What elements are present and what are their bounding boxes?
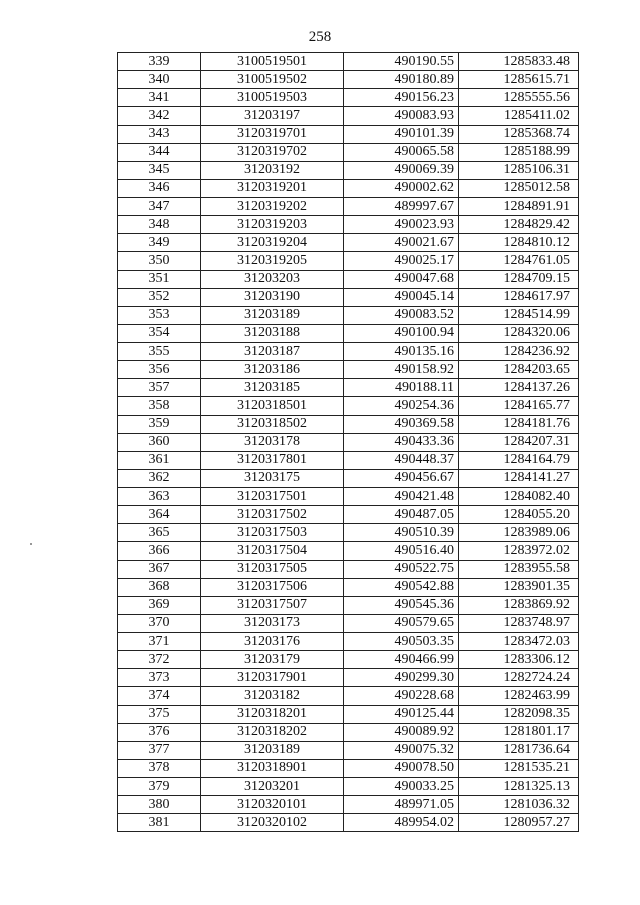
y-coordinate-cell: 1285368.74 (459, 125, 579, 143)
x-coordinate-cell: 490522.75 (344, 560, 459, 578)
point-id-cell: 31203192 (201, 161, 344, 179)
x-coordinate-cell: 490456.67 (344, 469, 459, 487)
table-row (118, 234, 579, 252)
point-index-cell: 347 (118, 198, 201, 216)
y-coordinate-cell: 1284617.97 (459, 288, 579, 306)
point-id-cell: 31203186 (201, 361, 344, 379)
point-index-cell: 349 (118, 234, 201, 252)
table-row (118, 107, 579, 125)
x-coordinate-cell: 490180.89 (344, 71, 459, 89)
point-index-cell: 366 (118, 542, 201, 560)
x-coordinate-cell: 490448.37 (344, 451, 459, 469)
table-row (118, 89, 579, 107)
point-index-cell: 344 (118, 143, 201, 161)
x-coordinate-cell: 490503.35 (344, 633, 459, 651)
y-coordinate-cell: 1284164.79 (459, 451, 579, 469)
x-coordinate-cell: 490021.67 (344, 234, 459, 252)
y-coordinate-cell: 1284320.06 (459, 324, 579, 342)
y-coordinate-cell: 1283748.97 (459, 614, 579, 632)
point-id-cell: 31203175 (201, 469, 344, 487)
x-coordinate-cell: 490023.93 (344, 216, 459, 234)
x-coordinate-cell: 490542.88 (344, 578, 459, 596)
y-coordinate-cell: 1285106.31 (459, 161, 579, 179)
y-coordinate-cell: 1284181.76 (459, 415, 579, 433)
point-index-cell: 354 (118, 324, 201, 342)
table-row (118, 705, 579, 723)
table-row (118, 778, 579, 796)
table-row (118, 53, 579, 71)
point-id-cell: 3120317503 (201, 524, 344, 542)
y-coordinate-cell: 1284137.26 (459, 379, 579, 397)
point-index-cell: 361 (118, 451, 201, 469)
x-coordinate-cell: 490433.36 (344, 433, 459, 451)
point-index-cell: 374 (118, 687, 201, 705)
table-row (118, 270, 579, 288)
y-coordinate-cell: 1283972.02 (459, 542, 579, 560)
point-index-cell: 363 (118, 488, 201, 506)
y-coordinate-cell: 1285188.99 (459, 143, 579, 161)
point-id-cell: 31203189 (201, 306, 344, 324)
y-coordinate-cell: 1284207.31 (459, 433, 579, 451)
x-coordinate-cell: 490510.39 (344, 524, 459, 542)
y-coordinate-cell: 1284165.77 (459, 397, 579, 415)
table-row (118, 759, 579, 777)
y-coordinate-cell: 1285012.58 (459, 179, 579, 197)
y-coordinate-cell: 1283306.12 (459, 651, 579, 669)
point-id-cell: 3120319702 (201, 143, 344, 161)
table-row (118, 796, 579, 814)
point-index-cell: 364 (118, 506, 201, 524)
point-index-cell: 356 (118, 361, 201, 379)
point-id-cell: 3120318202 (201, 723, 344, 741)
x-coordinate-cell: 490190.55 (344, 53, 459, 71)
y-coordinate-cell: 1282098.35 (459, 705, 579, 723)
x-coordinate-cell: 490033.25 (344, 778, 459, 796)
point-index-cell: 360 (118, 433, 201, 451)
x-coordinate-cell: 489971.05 (344, 796, 459, 814)
point-id-cell: 3100519501 (201, 53, 344, 71)
point-id-cell: 3120319701 (201, 125, 344, 143)
x-coordinate-cell: 490158.92 (344, 361, 459, 379)
point-id-cell: 3120318501 (201, 397, 344, 415)
point-id-cell: 3120319201 (201, 179, 344, 197)
table-row (118, 596, 579, 614)
x-coordinate-cell: 490125.44 (344, 705, 459, 723)
point-index-cell: 340 (118, 71, 201, 89)
x-coordinate-cell: 490083.93 (344, 107, 459, 125)
point-id-cell: 3120319204 (201, 234, 344, 252)
point-id-cell: 31203189 (201, 741, 344, 759)
point-index-cell: 355 (118, 343, 201, 361)
y-coordinate-cell: 1284141.27 (459, 469, 579, 487)
point-index-cell: 378 (118, 759, 201, 777)
point-id-cell: 3120318901 (201, 759, 344, 777)
table-row (118, 143, 579, 161)
point-id-cell: 3120317501 (201, 488, 344, 506)
table-row (118, 687, 579, 705)
y-coordinate-cell: 1285411.02 (459, 107, 579, 125)
point-id-cell: 3120319203 (201, 216, 344, 234)
point-index-cell: 358 (118, 397, 201, 415)
table-row (118, 252, 579, 270)
point-id-cell: 31203176 (201, 633, 344, 651)
point-index-cell: 348 (118, 216, 201, 234)
point-index-cell: 343 (118, 125, 201, 143)
point-index-cell: 367 (118, 560, 201, 578)
y-coordinate-cell: 1283869.92 (459, 596, 579, 614)
point-index-cell: 342 (118, 107, 201, 125)
x-coordinate-cell: 490369.58 (344, 415, 459, 433)
y-coordinate-cell: 1281535.21 (459, 759, 579, 777)
table-row (118, 651, 579, 669)
x-coordinate-cell: 490299.30 (344, 669, 459, 687)
point-id-cell: 3120317506 (201, 578, 344, 596)
x-coordinate-cell: 490025.17 (344, 252, 459, 270)
point-index-cell: 357 (118, 379, 201, 397)
table-row (118, 179, 579, 197)
point-index-cell: 359 (118, 415, 201, 433)
x-coordinate-cell: 490078.50 (344, 759, 459, 777)
table-row (118, 397, 579, 415)
point-id-cell: 31203188 (201, 324, 344, 342)
table-row (118, 324, 579, 342)
x-coordinate-cell: 490188.11 (344, 379, 459, 397)
point-id-cell: 3120318201 (201, 705, 344, 723)
y-coordinate-cell: 1284082.40 (459, 488, 579, 506)
point-index-cell: 362 (118, 469, 201, 487)
point-index-cell: 365 (118, 524, 201, 542)
table-row (118, 723, 579, 741)
point-index-cell: 381 (118, 814, 201, 832)
x-coordinate-cell: 490228.68 (344, 687, 459, 705)
point-id-cell: 31203178 (201, 433, 344, 451)
x-coordinate-cell: 490254.36 (344, 397, 459, 415)
table-row (118, 560, 579, 578)
table-row (118, 379, 579, 397)
y-coordinate-cell: 1284891.91 (459, 198, 579, 216)
point-index-cell: 350 (118, 252, 201, 270)
point-id-cell: 3120317901 (201, 669, 344, 687)
y-coordinate-cell: 1283901.35 (459, 578, 579, 596)
table-row (118, 814, 579, 832)
point-id-cell: 31203187 (201, 343, 344, 361)
margin-mark (30, 543, 32, 545)
table-row (118, 488, 579, 506)
table-row (118, 469, 579, 487)
point-id-cell: 3100519503 (201, 89, 344, 107)
point-index-cell: 371 (118, 633, 201, 651)
table-row (118, 433, 579, 451)
x-coordinate-cell: 490579.65 (344, 614, 459, 632)
point-index-cell: 370 (118, 614, 201, 632)
point-id-cell: 3120317801 (201, 451, 344, 469)
point-index-cell: 368 (118, 578, 201, 596)
point-id-cell: 3120320101 (201, 796, 344, 814)
point-index-cell: 369 (118, 596, 201, 614)
table-row (118, 451, 579, 469)
point-id-cell: 3120317507 (201, 596, 344, 614)
point-index-cell: 380 (118, 796, 201, 814)
table-row (118, 614, 579, 632)
x-coordinate-cell: 490421.48 (344, 488, 459, 506)
x-coordinate-cell: 490487.05 (344, 506, 459, 524)
x-coordinate-cell: 490135.16 (344, 343, 459, 361)
table-row (118, 71, 579, 89)
table-row (118, 506, 579, 524)
point-id-cell: 31203185 (201, 379, 344, 397)
point-index-cell: 379 (118, 778, 201, 796)
x-coordinate-cell: 490545.36 (344, 596, 459, 614)
y-coordinate-cell: 1281036.32 (459, 796, 579, 814)
y-coordinate-cell: 1283955.58 (459, 560, 579, 578)
coordinates-table (117, 52, 579, 832)
table-row (118, 669, 579, 687)
table-row (118, 542, 579, 560)
table-row (118, 524, 579, 542)
point-index-cell: 376 (118, 723, 201, 741)
y-coordinate-cell: 1285555.56 (459, 89, 579, 107)
y-coordinate-cell: 1284203.65 (459, 361, 579, 379)
x-coordinate-cell: 490002.62 (344, 179, 459, 197)
point-index-cell: 352 (118, 288, 201, 306)
point-index-cell: 339 (118, 53, 201, 71)
point-id-cell: 3100519502 (201, 71, 344, 89)
x-coordinate-cell: 490047.68 (344, 270, 459, 288)
x-coordinate-cell: 490466.99 (344, 651, 459, 669)
table-row (118, 633, 579, 651)
x-coordinate-cell: 489954.02 (344, 814, 459, 832)
y-coordinate-cell: 1281736.64 (459, 741, 579, 759)
x-coordinate-cell: 490156.23 (344, 89, 459, 107)
point-index-cell: 351 (118, 270, 201, 288)
x-coordinate-cell: 490045.14 (344, 288, 459, 306)
point-index-cell: 375 (118, 705, 201, 723)
point-id-cell: 3120317504 (201, 542, 344, 560)
table-row (118, 216, 579, 234)
table-row (118, 288, 579, 306)
y-coordinate-cell: 1284236.92 (459, 343, 579, 361)
y-coordinate-cell: 1282463.99 (459, 687, 579, 705)
point-index-cell: 377 (118, 741, 201, 759)
y-coordinate-cell: 1284514.99 (459, 306, 579, 324)
table-row (118, 578, 579, 596)
y-coordinate-cell: 1284761.05 (459, 252, 579, 270)
coordinates-table-body (118, 53, 579, 832)
y-coordinate-cell: 1284829.42 (459, 216, 579, 234)
y-coordinate-cell: 1283472.03 (459, 633, 579, 651)
x-coordinate-cell: 490089.92 (344, 723, 459, 741)
point-id-cell: 31203203 (201, 270, 344, 288)
point-id-cell: 31203190 (201, 288, 344, 306)
point-id-cell: 3120318502 (201, 415, 344, 433)
point-id-cell: 31203197 (201, 107, 344, 125)
point-id-cell: 31203173 (201, 614, 344, 632)
point-index-cell: 341 (118, 89, 201, 107)
y-coordinate-cell: 1284810.12 (459, 234, 579, 252)
table-row (118, 306, 579, 324)
x-coordinate-cell: 490065.58 (344, 143, 459, 161)
y-coordinate-cell: 1284055.20 (459, 506, 579, 524)
x-coordinate-cell: 490083.52 (344, 306, 459, 324)
y-coordinate-cell: 1280957.27 (459, 814, 579, 832)
table-row (118, 125, 579, 143)
y-coordinate-cell: 1284709.15 (459, 270, 579, 288)
point-id-cell: 3120317505 (201, 560, 344, 578)
point-index-cell: 372 (118, 651, 201, 669)
point-index-cell: 373 (118, 669, 201, 687)
point-id-cell: 31203179 (201, 651, 344, 669)
table-row (118, 741, 579, 759)
y-coordinate-cell: 1282724.24 (459, 669, 579, 687)
x-coordinate-cell: 490069.39 (344, 161, 459, 179)
x-coordinate-cell: 490100.94 (344, 324, 459, 342)
point-id-cell: 31203201 (201, 778, 344, 796)
x-coordinate-cell: 489997.67 (344, 198, 459, 216)
table-row (118, 198, 579, 216)
point-id-cell: 3120317502 (201, 506, 344, 524)
point-index-cell: 346 (118, 179, 201, 197)
point-index-cell: 345 (118, 161, 201, 179)
point-index-cell: 353 (118, 306, 201, 324)
y-coordinate-cell: 1281325.13 (459, 778, 579, 796)
x-coordinate-cell: 490075.32 (344, 741, 459, 759)
table-row (118, 161, 579, 179)
table-row (118, 361, 579, 379)
x-coordinate-cell: 490516.40 (344, 542, 459, 560)
point-id-cell: 31203182 (201, 687, 344, 705)
table-row (118, 415, 579, 433)
y-coordinate-cell: 1283989.06 (459, 524, 579, 542)
x-coordinate-cell: 490101.39 (344, 125, 459, 143)
point-id-cell: 3120319202 (201, 198, 344, 216)
y-coordinate-cell: 1285833.48 (459, 53, 579, 71)
point-id-cell: 3120320102 (201, 814, 344, 832)
point-id-cell: 3120319205 (201, 252, 344, 270)
y-coordinate-cell: 1281801.17 (459, 723, 579, 741)
table-row (118, 343, 579, 361)
y-coordinate-cell: 1285615.71 (459, 71, 579, 89)
page-number: 258 (308, 29, 332, 45)
